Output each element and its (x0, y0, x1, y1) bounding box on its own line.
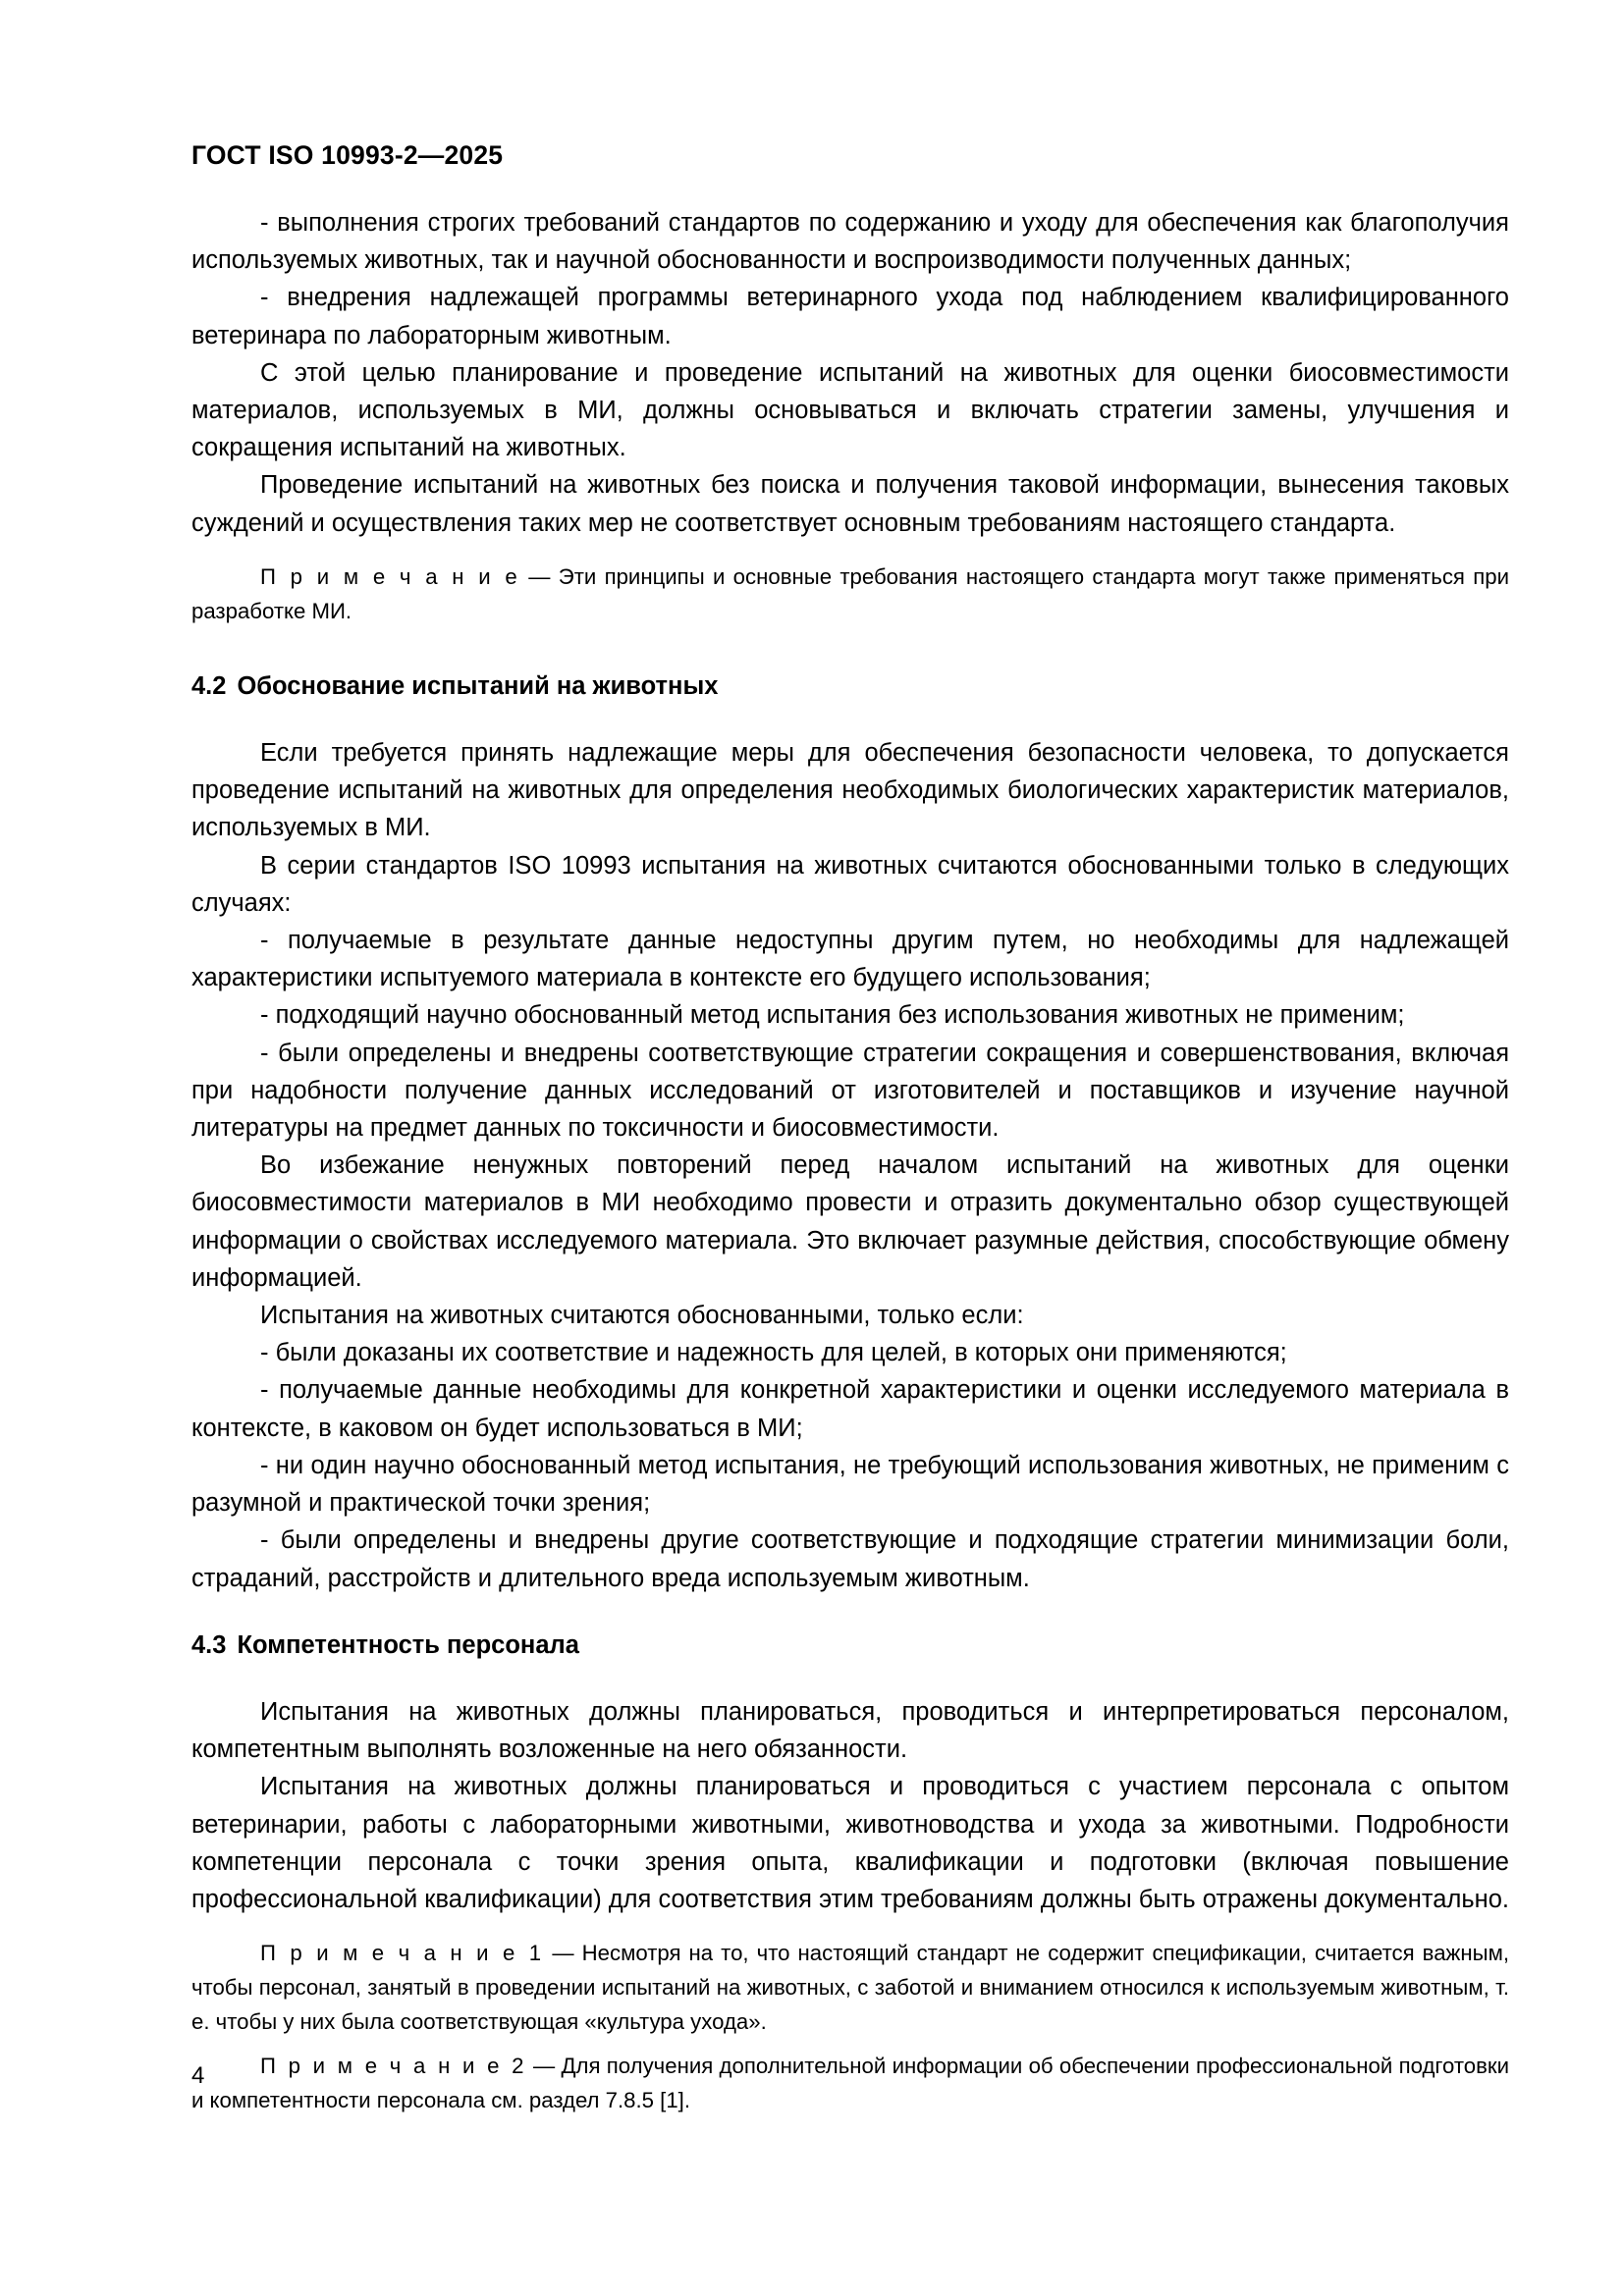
spacer (191, 1664, 1509, 1693)
note-2 (191, 2049, 1509, 2117)
bullet-veterinary: - внедрения надлежащей программы ветеринарного ухода под наблюдением квалифицированного ветеринара по лабораторным животным. (191, 284, 1509, 349)
bullet-4-2-needed: - получаемые данные необходимы для конкретной характеристики и оценки исследуемого материала в контексте, в каковом он будет использоваться в МИ; (191, 1376, 1509, 1442)
note-2-label: П р и м е ч а н и е 2 (260, 2054, 527, 2079)
paragraph-4-2-justified: Испытания на животных считаются обоснованными, только если: (260, 1302, 1024, 1330)
bullet-4-2-proven: - были доказаны их соответствие и надежность для целей, в которых они применяются; (260, 1339, 1287, 1367)
spacer (191, 705, 1509, 734)
paragraph-4-2-review: Во избежание ненужных повторений перед началом испытаний на животных для оценки биосовместимости материалов в МИ необходимо провести и отразить документально обзор существующей информации о свойствах исследуемого материала. Это включает разумные действия, способствующие обмену информацией. (191, 1151, 1509, 1292)
heading-4-3-number: 4.3 (191, 1630, 227, 1659)
heading-4-2 (191, 667, 1509, 705)
heading-4-2-title: Обоснование испытаний на животных (237, 671, 719, 700)
paragraph-4-2-series: В серии стандартов ISO 10993 испытания на животных считаются обоснованными только в следующих случаях: (191, 851, 1509, 917)
spacer (191, 2039, 1509, 2049)
note-1 (191, 1936, 1509, 2039)
bullet-4-2-strategies: - были определены и внедрены соответствующие стратегии сокращения и совершенствования, включая при надобности получение данных исследований от изготовителей и поставщиков и изучение научной литературы на предмет данных по токсичности и биосовместимости. (191, 1039, 1509, 1143)
document-header: ГОСТ ISO 10993-2—2025 (191, 140, 504, 170)
spacer (191, 1597, 1509, 1627)
bullet-4-2-method: - подходящий научно обоснованный метод испытания без использования животных не применим; (260, 1001, 1405, 1030)
spacer (191, 1918, 1509, 1936)
spacer (191, 542, 1509, 560)
paragraph-purpose: С этой целью планирование и проведение испытаний на животных для оценки биосовместимости материалов, используемых в МИ, должны основываться и включать стратегии замены, улучшения и сокращения испытаний на животных. (191, 358, 1509, 462)
heading-4-3 (191, 1627, 1509, 1664)
bullet-4-2-minimize: - были определены и внедрены другие соответствующие и подходящие стратегии минимизации боли, страданий, расстройств и длительного вреда используемым животным. (191, 1526, 1509, 1592)
paragraph-4-3-planning: Испытания на животных должны планироваться, проводиться и интерпретироваться персоналом, компетентным выполнять возложенные на него обязанности. (191, 1697, 1509, 1764)
bullet-4-2-data: - получаемые в результате данные недоступны другим путем, но необходимы для надлежащей характеристики испытуемого материала в контексте его будущего использования; (191, 927, 1509, 992)
note-1-label: П р и м е ч а н и е 1 (260, 1941, 545, 1966)
paragraph-conduct: Проведение испытаний на животных без поиска и получения таковой информации, вынесения таковых суждений и осуществления таких мер не соответствует основным требованиям настоящего стандарта. (191, 471, 1509, 537)
bullet-4-2-noalt: - ни один научно обоснованный метод испытания, не требующий использования животных, не применим с разумной и практической точки зрения; (191, 1451, 1509, 1518)
paragraph-4-2-intro: Если требуется принять надлежащие меры для обеспечения безопасности человека, то допускается проведение испытаний на животных для определения необходимых биологических характеристик материалов, используемых в МИ. (191, 739, 1509, 842)
note-principles (191, 560, 1509, 628)
note-label: П р и м е ч а н и е (260, 563, 520, 589)
document-body (191, 204, 1509, 2117)
bullet-welfare: - выполнения строгих требований стандартов по содержанию и уходу для обеспечения как благополучия используемых животных, так и научной обоснованности и воспроизводимости полученных данных; (191, 209, 1509, 275)
heading-4-3-title: Компетентность персонала (237, 1630, 579, 1659)
note-2-text: — Для получения дополнительной информации об обеспечении профессиональной подготовки и компетентности персонала см. раздел 7.8.5 [1]. (191, 2054, 1510, 2113)
paragraph-4-3-experience: Испытания на животных должны планироваться и проводиться с участием персонала с опытом ветеринарии, работы с лабораторными животными, животноводства и ухода за животными. Подробности компетенции персонала с точки зрения опыта, квалификации и подготовки (включая повышение профессиональной квалификации) для соответствия этим требованиям должны быть отражены документально. (191, 1773, 1509, 1913)
page-number: 4 (191, 2062, 205, 2089)
heading-4-2-number: 4.2 (191, 671, 227, 700)
note-text: — Эти принципы и основные требования настоящего стандарта могут также применяться при разработке МИ. (191, 563, 1509, 623)
note-1-text: — Несмотря на то, что настоящий стандарт не содержит спецификации, считается важным, чтобы персонал, занятый в проведении испытаний на животных, с заботой и вниманием относился к используемым животным, т. е. чтобы у них была соответствующая «культура ухода». (191, 1941, 1510, 2035)
spacer (191, 628, 1509, 667)
